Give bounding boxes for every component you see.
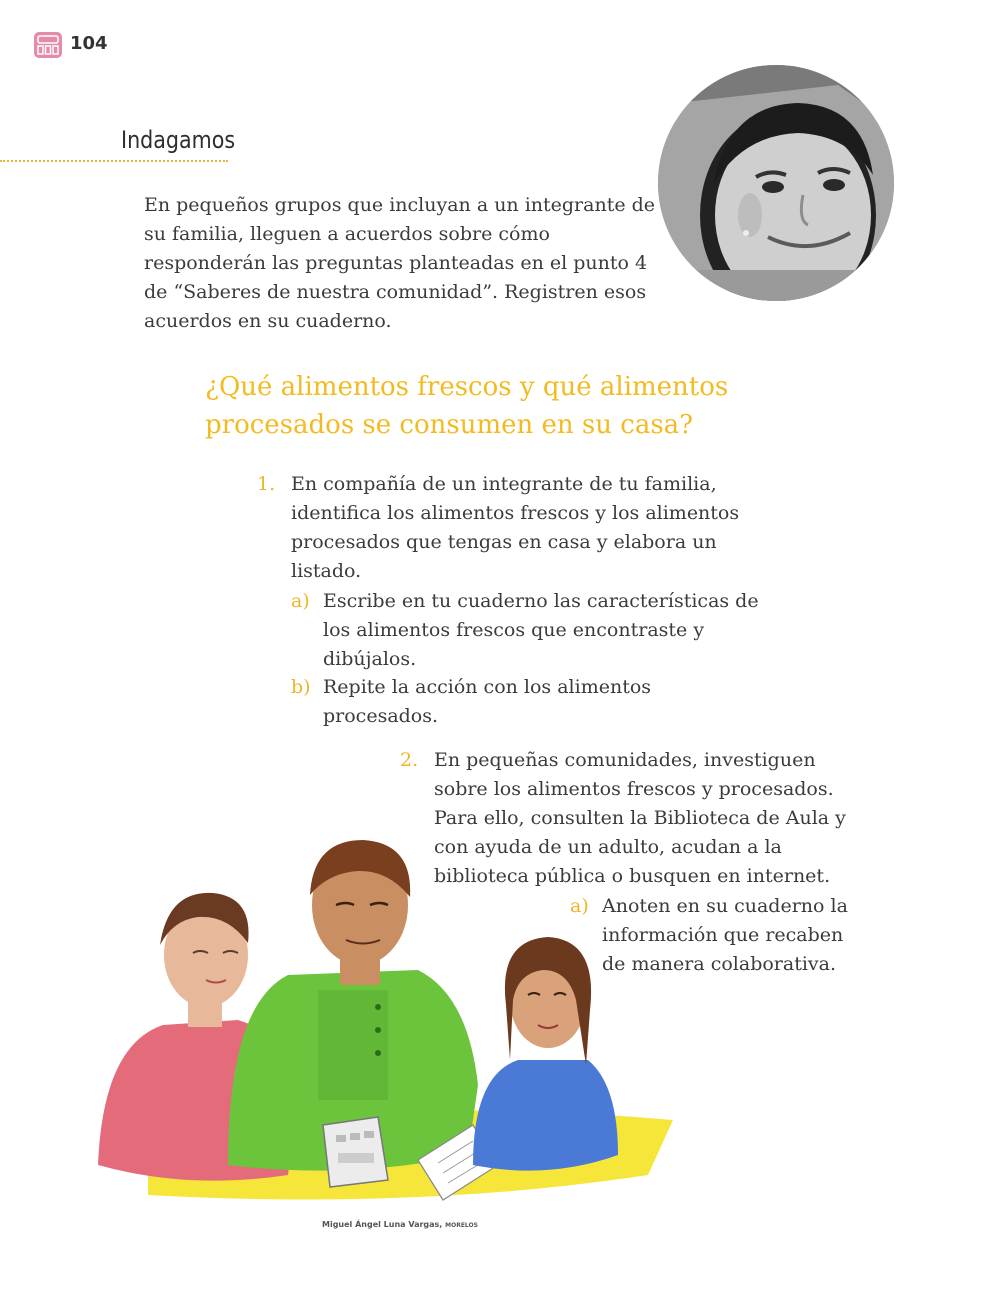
subitem-text: Escribe en tu cuaderno las características de los alimentos frescos que encontraste y dibújalos.: [323, 590, 759, 670]
item-number: 1.: [257, 473, 276, 495]
activity-item-1: [257, 470, 761, 586]
family-reading-illustration: [88, 835, 688, 1219]
subitem-letter: b): [291, 676, 311, 698]
subitem-text: Repite la acción con los alimentos procesados.: [323, 676, 652, 727]
activity-subitem-1b: [291, 673, 763, 731]
page-number: 104: [70, 33, 108, 54]
girl-portrait-photo: [658, 65, 894, 301]
subitem-text: Anoten en su cuaderno la información que recaben de manera colaborativa.: [602, 895, 848, 975]
intro-paragraph: En pequeños grupos que incluyan a un integrante de su familia, lleguen a acuerdos sobre cómo responderán las preguntas planteadas en el punto 4 de “Saberes de nuestra comunidad”. Registren esos acuerdos en su cuaderno.: [144, 194, 656, 332]
item-text: En pequeñas comunidades, investiguen sobre los alimentos frescos y procesados. Para ello, consulten la Biblioteca de Aula y con ayuda de un adulto, acudan a la biblioteca pública o busquen en internet.: [434, 749, 846, 887]
item-text: En compañía de un integrante de tu familia, identifica los alimentos frescos y los alimentos procesados que tengas en casa y elabora un listado.: [291, 473, 740, 582]
illustration-credit: [322, 1220, 478, 1229]
credit-state: MORELOS: [445, 1222, 478, 1229]
subitem-letter: a): [291, 590, 310, 612]
subitem-letter: a): [570, 895, 589, 917]
activity-subitem-1a: [291, 587, 763, 674]
page-badge-icon: [34, 32, 62, 58]
section-title: Indagamos: [121, 126, 236, 154]
section-divider: [0, 160, 228, 162]
item-number: 2.: [400, 749, 419, 771]
guiding-question: ¿Qué alimentos frescos y qué alimentos procesados se consumen en su casa?: [205, 372, 729, 440]
credit-author: Miguel Ángel Luna Vargas,: [322, 1220, 443, 1229]
